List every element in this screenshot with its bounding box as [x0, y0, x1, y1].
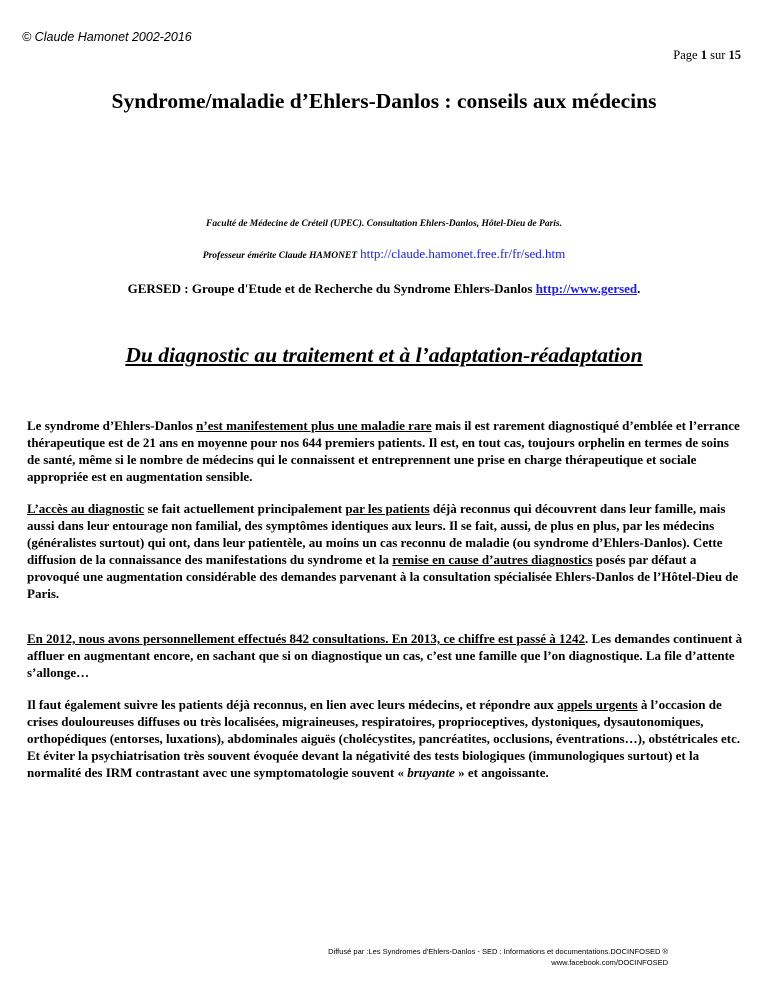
footer [228, 946, 668, 968]
page-current: 1 [700, 48, 707, 62]
p4-text-b: à l’occasion de crises douloureuses diffuses ou très localisées, migraineuses, respiratoires, proprioceptives, dystoniques, dysautonomiques, orthopédiques (entorses, luxations), abdominales aiguës (cholécystites, pancréatites, occlusions, éventrations…), obstétricales etc. Et éviter la psychiatrisation très souvent évoquée devant la négativité des tests biologiques (immunologiques surtout) et la normalité des IRM contrastant avec une symptomatologie souvent « [27, 697, 741, 780]
p2-underline-remise: remise en cause d’autres diagnostics [392, 552, 593, 567]
p1-text-a: Le syndrome d’Ehlers-Danlos [27, 418, 197, 433]
p1-text-b: mais il est rarement diagnostiqué d’emblée et l’errance thérapeutique est de 21 ans en moyenne pour nos 644 premiers patients. Il est, en tout cas, toujours orphelin en termes de soins de santé, même si le nombre de médecins qui le connaissent et entreprennent une prise en charge thérapeutique et sociale appropriée est en augmentation sensible. [27, 418, 740, 484]
p3-underline-stats: En 2012, nous avons personnellement effectués 842 consultations. En 2013, ce chiffre est passé à 1242 [27, 631, 586, 646]
gersed-line [0, 281, 768, 297]
paragraph-4 [27, 696, 743, 781]
page-separator: sur [710, 48, 726, 62]
page-number [673, 48, 741, 63]
p4-underline-appels: appels urgents [557, 697, 638, 712]
page-prefix: Page [673, 48, 698, 62]
paragraph-3 [27, 630, 743, 681]
p4-text-a: Il faut également suivre les patients déjà reconnus, en lien avec leurs médecins, et répondre aux [27, 697, 558, 712]
p4-text-c: » et angoissante. [454, 765, 549, 780]
gersed-link[interactable]: http://www.gersed [535, 281, 638, 296]
professor-line [0, 246, 768, 262]
p3-text-a: . Les demandes continuent à affluer en augmentant encore, en sachant que si on diagnostique un cas, c’est une famille que l’on diagnostique. La file d’attente s’allonge… [27, 631, 743, 680]
document-title: Syndrome/maladie d’Ehlers-Danlos : conseils aux médecins [111, 89, 657, 113]
gersed-period: . [637, 281, 641, 296]
section-subtitle: Du diagnostic au traitement et à l’adaptation-réadaptation [125, 343, 643, 367]
page-total: 15 [728, 48, 741, 62]
p2-text-b: déjà reconnus qui découvrent dans leur famille, mais aussi dans leur entourage non familial, des symptômes identiques aux leurs. Il se fait, aussi, de plus en plus, par les médecins (généralistes surtout) qui ont, dans leur patientèle, au moins un cas reconnu de maladie (ou syndrome d’Ehlers-Danlos). Cette diffusion de la connaissance des manifestations du syndrome et la [27, 501, 726, 567]
p2-underline-acces: L’accès au diagnostic [27, 501, 145, 516]
p2-text-a: se fait actuellement principalement [144, 501, 346, 516]
professor-name: Professeur émérite Claude HAMONET [202, 251, 358, 261]
paragraph-1 [27, 417, 743, 485]
gersed-text: GERSED : Groupe d'Etude et de Recherche du Syndrome Ehlers-Danlos [127, 281, 536, 296]
paragraph-2 [27, 500, 743, 602]
affiliation: Faculté de Médecine de Créteil (UPEC). Consultation Ehlers-Danlos, Hôtel-Dieu de Paris. [206, 219, 562, 229]
p2-text-c: posés par défaut a provoqué une augmentation considérable des demandes parvenant à la consultation spécialisée Ehlers-Danlos de l’Hôtel-Dieu de Paris. [27, 552, 739, 601]
copyright-notice: © Claude Hamonet 2002-2016 [22, 30, 192, 44]
p4-italic-bruyante: bruyante [407, 765, 455, 780]
professor-url-link[interactable]: http://claude.hamonet.free.fr/fr/sed.htm [360, 246, 566, 261]
p2-underline-patients: par les patients [345, 501, 430, 516]
footer-line-2: www.facebook.com/DOCINFOSED [551, 958, 668, 967]
p1-underline-rare: n’est manifestement plus une maladie rare [196, 418, 432, 433]
footer-line-1: Diffusé par :Les Syndromes d'Ehlers-Danlos - SED : Informations et documentations.DOCINFOSED ® [328, 947, 668, 956]
